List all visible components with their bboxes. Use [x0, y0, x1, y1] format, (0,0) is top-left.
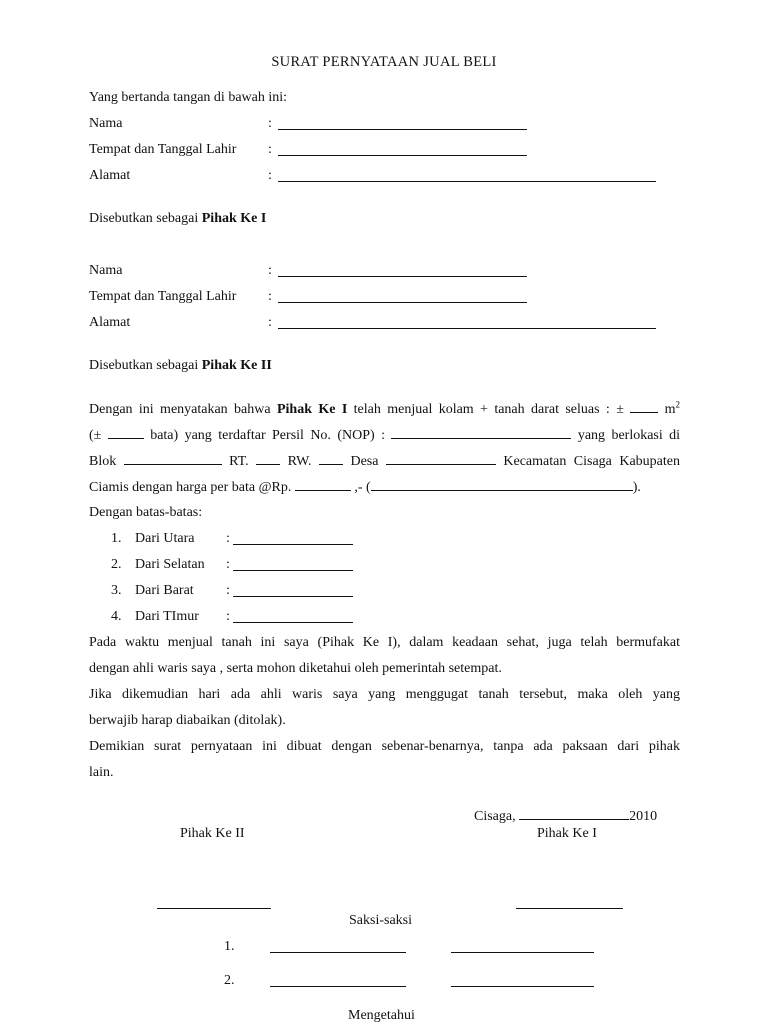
p2-ttl-colon: : — [268, 289, 272, 304]
p2-address-blank[interactable] — [278, 328, 656, 329]
p1-ttl-colon: : — [268, 142, 272, 157]
sign-label-party1: Pihak Ke I — [537, 826, 597, 841]
statement-line-4: Ciamis dengan harga per bata @Rp. ,- ( ). — [89, 480, 641, 495]
document-title: SURAT PERNYATAAN JUAL BELI — [271, 54, 497, 70]
signature-line-party2[interactable] — [157, 908, 271, 909]
p2-name-colon: : — [268, 263, 272, 278]
border-east-blank[interactable] — [233, 622, 353, 623]
date-blank[interactable] — [519, 807, 629, 820]
signature-line-party1[interactable] — [516, 908, 623, 909]
border-colon-1: : — [226, 531, 230, 546]
p1-address-colon: : — [268, 168, 272, 183]
p1-address-label: Alamat — [89, 168, 131, 183]
p1-name-label: Nama — [89, 116, 123, 131]
border-label-east: Dari TImur — [135, 609, 199, 624]
para1-line-1: Pada waktu menjual tanah ini saya (Pihak Ke I), dalam keadaan sehat, juga telah bermufakat — [89, 635, 680, 650]
p1-address-blank[interactable] — [278, 181, 656, 182]
p1-ttl-blank[interactable] — [278, 155, 527, 156]
witness-1-name-line[interactable] — [270, 952, 406, 953]
rw-blank[interactable] — [319, 452, 343, 465]
price-blank[interactable] — [295, 478, 351, 491]
sign-label-party2: Pihak Ke II — [180, 826, 245, 841]
witness-num-2: 2. — [224, 973, 235, 988]
border-colon-3: : — [226, 583, 230, 598]
border-west-blank[interactable] — [233, 596, 353, 597]
intro-text: Yang bertanda tangan di bawah ini: — [89, 90, 288, 105]
border-colon-4: : — [226, 609, 230, 624]
border-south-blank[interactable] — [233, 570, 353, 571]
border-num-2: 2. — [111, 557, 122, 572]
nop-blank[interactable] — [391, 426, 571, 439]
border-north-blank[interactable] — [233, 544, 353, 545]
border-num-3: 3. — [111, 583, 122, 598]
p1-ttl-label: Tempat dan Tanggal Lahir — [89, 142, 237, 157]
desa-blank[interactable] — [386, 452, 496, 465]
rt-blank[interactable] — [256, 452, 280, 465]
p2-name-blank[interactable] — [278, 276, 527, 277]
p1-name-blank[interactable] — [278, 129, 527, 130]
statement-line-1: Dengan ini menyatakan bahwa Pihak Ke I telah menjual kolam + tanah darat seluas : ± $m^2$ — [89, 399, 681, 417]
p2-address-colon: : — [268, 315, 272, 330]
p2-name-label: Nama — [89, 263, 123, 278]
border-colon-2: : — [226, 557, 230, 572]
statement-line-2: (± bata) yang terdaftar Persil No. (NOP) : yang berlokasi di — [89, 428, 681, 443]
blok-blank[interactable] — [124, 452, 222, 465]
party2-designation: Disebutkan sebagai Pihak Ke II — [89, 358, 272, 373]
bata-blank[interactable] — [108, 426, 144, 439]
area-blank[interactable] — [630, 400, 658, 413]
border-label-west: Dari Barat — [135, 583, 194, 598]
witnesses-title: Saksi-saksi — [349, 913, 412, 928]
border-label-south: Dari Selatan — [135, 557, 205, 572]
para1-line-2: dengan ahli waris saya , serta mohon diketahui oleh pemerintah setempat. — [89, 661, 502, 676]
witness-2-sign-line[interactable] — [451, 986, 594, 987]
p2-ttl-blank[interactable] — [278, 302, 527, 303]
statement-line-3: Blok RT. RW. Desa Kecamatan Cisaga Kabupaten — [89, 454, 680, 469]
p2-ttl-label: Tempat dan Tanggal Lahir — [89, 289, 237, 304]
para2-line-1: Jika dikemudian hari ada ahli waris saya yang menggugat tanah tersebut, maka oleh yang — [89, 687, 680, 702]
witness-1-sign-line[interactable] — [451, 952, 594, 953]
price-words-blank[interactable] — [371, 478, 633, 491]
para3-line-2: lain. — [89, 765, 114, 780]
border-num-1: 1. — [111, 531, 122, 546]
border-num-4: 4. — [111, 609, 122, 624]
borders-title: Dengan batas-batas: — [89, 505, 203, 520]
para2-line-2: berwajib harap diabaikan (ditolak). — [89, 713, 286, 728]
p2-address-label: Alamat — [89, 315, 131, 330]
para3-line-1: Demikian surat pernyataan ini dibuat dengan sebenar-benarnya, tanpa ada paksaan dari pihak — [89, 739, 680, 754]
p1-name-colon: : — [268, 116, 272, 131]
witness-num-1: 1. — [224, 939, 235, 954]
witness-2-name-line[interactable] — [270, 986, 406, 987]
party1-designation: Disebutkan sebagai Pihak Ke I — [89, 211, 267, 226]
place-date: Cisaga, 2010 — [474, 809, 658, 824]
acknowledged-label: Mengetahui — [348, 1008, 415, 1023]
border-label-north: Dari Utara — [135, 531, 195, 546]
